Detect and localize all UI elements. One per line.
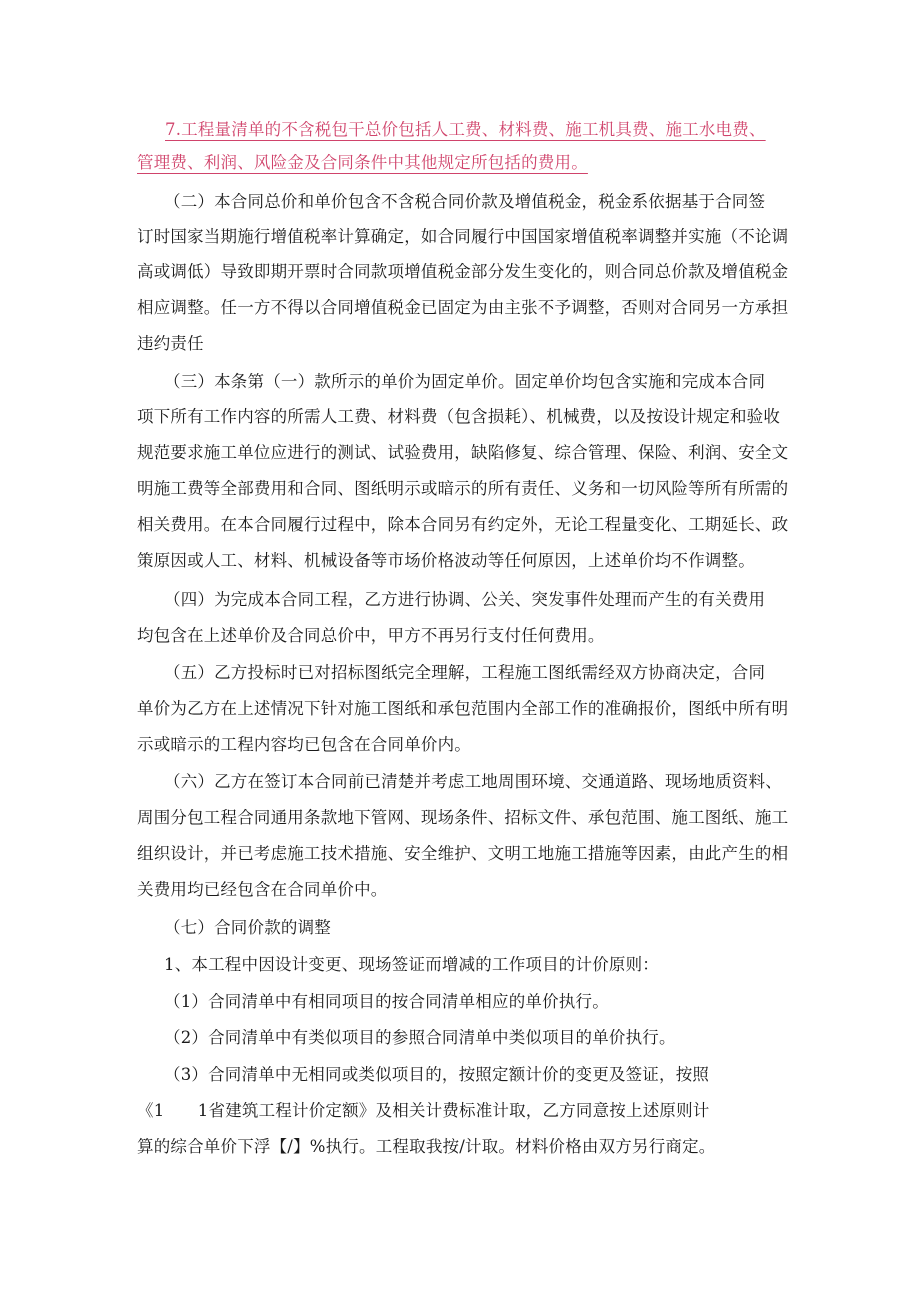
clause-1-item-1: （1）合同清单中有相同项目的按合同清单相应的单价执行。 bbox=[164, 992, 609, 1011]
paragraph-5-line-3: 示或暗示的工程内容均已包含在合同单价内。 bbox=[137, 735, 471, 754]
clause-1-item-3-line-1: （3）合同清单中无相同或类似项目的，按照定额计价的变更及签证，按照 bbox=[164, 1065, 710, 1084]
paragraph-3-line-5: 相关费用。在本合同履行过程中，除本合同另有约定外，无论工程量变化、工期延长、政 bbox=[137, 515, 789, 534]
paragraph-2-line-4: 相应调整。任一方不得以合同增值税金已固定为由主张不予调整，否则对合同另一方承担 bbox=[137, 298, 789, 317]
paragraph-2-line-1: （二）本合同总价和单价包含不含税合同价款及增值税金，税金系依据基于合同签 bbox=[164, 192, 766, 211]
paragraph-4-line-2: 均包含在上述单价及合同总价中，甲方不再另行支付任何费用。 bbox=[137, 626, 605, 645]
clause-1-item-3-line-2: 《1 1省建筑工程计价定额》及相关计费标准计取，乙方同意按上述原则计 bbox=[137, 1101, 710, 1120]
paragraph-6-line-2: 周围分包工程合同通用条款地下管网、现场条件、招标文件、承包范围、施工图纸、施工 bbox=[137, 808, 789, 827]
clause-1-item-3-line-3: 算的综合单价下浮【/】%执行。工程取我按/计取。材料价格由双方另行商定。 bbox=[137, 1137, 716, 1156]
paragraph-3-line-3: 规范要求施工单位应进行的测试、试验费用，缺陷修复、综合管理、保险、利润、安全文 bbox=[137, 443, 789, 462]
paragraph-3-line-2: 项下所有工作内容的所需人工费、材料费（包含损耗）、机械费，以及按设计规定和验收 bbox=[137, 407, 781, 426]
paragraph-5-line-1: （五）乙方投标时已对招标图纸完全理解，工程施工图纸需经双方协商决定，合同 bbox=[164, 663, 766, 682]
paragraph-3-line-6: 策原因或人工、材料、机械设备等市场价格波动等任何原因，上述单价均不作调整。 bbox=[137, 551, 755, 570]
paragraph-4-line-1: （四）为完成本合同工程，乙方进行协调、公关、突发事件处理而产生的有关费用 bbox=[164, 590, 766, 609]
paragraph-2-line-5: 违约责任 bbox=[137, 334, 204, 353]
clause-1-heading: 1、本工程中因设计变更、现场签证而增减的工作项目的计价原则： bbox=[164, 955, 659, 974]
paragraph-3-line-4: 明施工费等全部费用和合同、图纸明示或暗示的所有责任、义务和一切风险等所有所需的 bbox=[137, 479, 789, 498]
paragraph-2-line-3: 高或调低）导致即期开票时合同款项增值税金部分发生变化的，则合同总价款及增值税金 bbox=[137, 262, 789, 281]
paragraph-1-line-2: 管理费、利润、风险金及合同条件中其他规定所包括的费用。 bbox=[137, 153, 588, 172]
paragraph-3-line-1: （三）本条第（一）款所示的单价为固定单价。固定单价均包含实施和完成本合同 bbox=[164, 372, 766, 391]
paragraph-1-line-1: 7.工程量清单的不含税包干总价包括人工费、材料费、施工机具费、施工水电费、 bbox=[165, 120, 766, 139]
paragraph-5-line-2: 单价为乙方在上述情况下针对施工图纸和承包范围内全部工作的准确报价，图纸中所有明 bbox=[137, 699, 789, 718]
paragraph-6-line-1: （六）乙方在签订本合同前已清楚并考虑工地周围环境、交通道路、现场地质资料、 bbox=[164, 772, 782, 791]
section-heading-price-adjustment: （七）合同价款的调整 bbox=[164, 918, 331, 937]
paragraph-6-line-3: 组织设计，并已考虑施工技术措施、安全维护、文明工地施工措施等因素，由此产生的相 bbox=[137, 844, 789, 863]
clause-1-item-2: （2）合同清单中有类似项目的参照合同清单中类似项目的单价执行。 bbox=[164, 1028, 676, 1047]
paragraph-2-line-2: 订时国家当期施行增值税率计算确定，如合同履行中国国家增值税率调整并实施（不论调 bbox=[137, 227, 789, 246]
paragraph-6-line-4: 关费用均已经包含在合同单价中。 bbox=[137, 880, 388, 899]
